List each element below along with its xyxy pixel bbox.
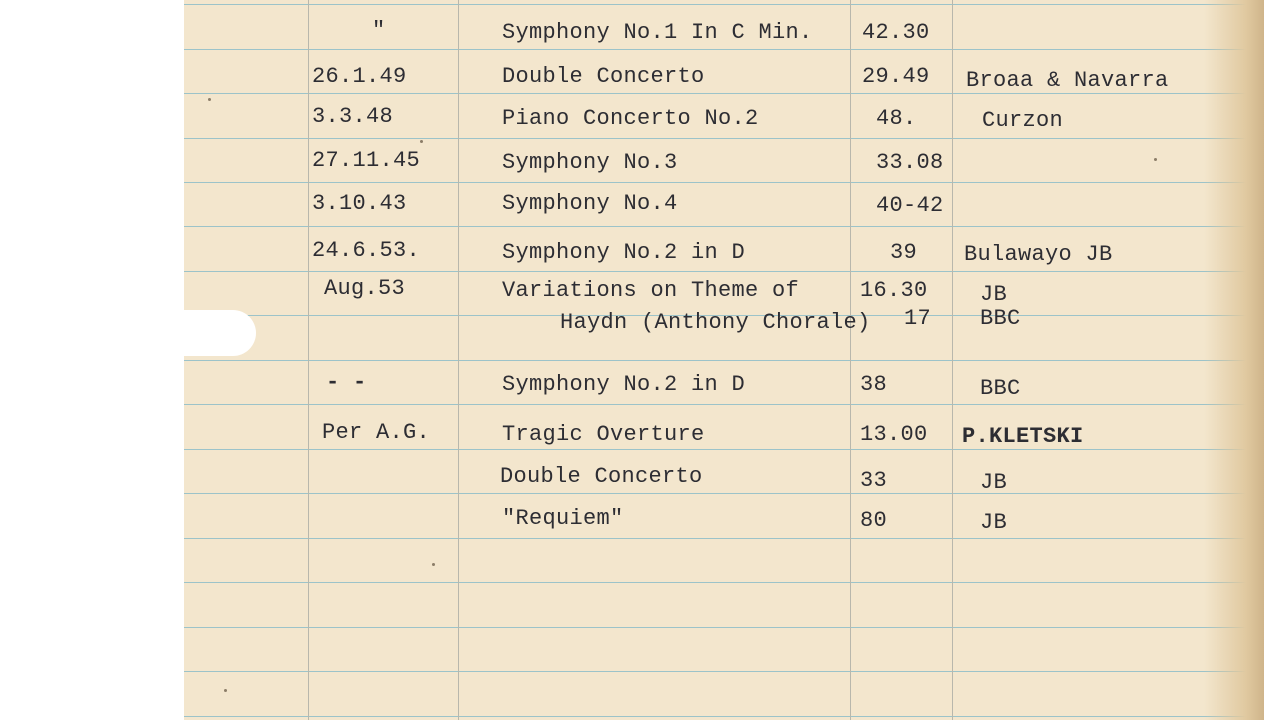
entry-title: Piano Concerto No.2 xyxy=(502,106,759,131)
entry-date: 24.6.53. xyxy=(312,238,421,263)
card-shadow-edge xyxy=(1204,0,1264,720)
entry-duration: 38 xyxy=(860,372,888,397)
entry-title-continued: Haydn (Anthony Chorale) xyxy=(560,310,871,335)
rule-line xyxy=(184,538,1264,539)
entry-title: Variations on Theme of xyxy=(502,278,800,303)
paper-speck xyxy=(420,140,423,143)
entry-date: Per A.G. xyxy=(322,420,431,445)
entry-performer: BBC xyxy=(980,376,1021,401)
rule-line xyxy=(184,493,1264,494)
rule-line xyxy=(184,360,1264,361)
entry-performer: JB xyxy=(980,470,1008,495)
entry-duration: 33 xyxy=(860,468,888,493)
entry-performer: Bulawayo JB xyxy=(964,242,1113,267)
entry-date: Aug.53 xyxy=(324,276,406,301)
entry-duration: 48. xyxy=(876,106,917,131)
entry-duration: 13.00 xyxy=(860,422,928,447)
entry-date: 3.10.43 xyxy=(312,191,407,216)
entry-title: "Requiem" xyxy=(502,506,624,531)
entry-duration: 39 xyxy=(890,240,918,265)
column-divider xyxy=(850,0,851,720)
rule-line xyxy=(184,138,1264,139)
catalogue-card xyxy=(184,0,1264,720)
rule-line xyxy=(184,404,1264,405)
entry-title: Double Concerto xyxy=(500,464,703,489)
paper-speck xyxy=(1154,158,1157,161)
paper-speck xyxy=(432,563,435,566)
entry-date: " xyxy=(372,18,386,43)
column-divider xyxy=(308,0,309,720)
rule-line xyxy=(184,716,1264,717)
entry-performer: Broaa & Navarra xyxy=(966,68,1169,93)
entry-title: Symphony No.3 xyxy=(502,150,678,175)
entry-title: Double Concerto xyxy=(502,64,705,89)
paper-speck xyxy=(224,689,227,692)
column-divider xyxy=(458,0,459,720)
entry-duration: 29.49 xyxy=(862,64,930,89)
entry-date: 26.1.49 xyxy=(312,64,407,89)
rule-line xyxy=(184,49,1264,50)
paper-speck xyxy=(208,98,211,101)
punch-hole xyxy=(184,310,256,356)
entry-title: Symphony No.1 In C Min. xyxy=(502,20,813,45)
entry-date: - - xyxy=(326,370,367,395)
rule-line xyxy=(184,4,1264,5)
rule-line xyxy=(184,671,1264,672)
entry-duration: 17 xyxy=(904,306,932,331)
entry-title: Symphony No.2 in D xyxy=(502,240,746,265)
rule-line xyxy=(184,582,1264,583)
rule-line xyxy=(184,449,1264,450)
rule-line xyxy=(184,182,1264,183)
entry-duration: 16.30 xyxy=(860,278,928,303)
entry-duration: 42.30 xyxy=(862,20,930,45)
column-divider xyxy=(952,0,953,720)
entry-duration: 80 xyxy=(860,508,888,533)
entry-date: 3.3.48 xyxy=(312,104,394,129)
entry-performer: P.KLETSKI xyxy=(962,424,1084,449)
entry-performer: Curzon xyxy=(982,108,1064,133)
rule-line xyxy=(184,627,1264,628)
entry-performer: JB xyxy=(980,282,1008,307)
rule-line xyxy=(184,226,1264,227)
entry-duration: 40-42 xyxy=(876,193,944,218)
entry-date: 27.11.45 xyxy=(312,148,421,173)
entry-performer: JB xyxy=(980,510,1008,535)
rule-line xyxy=(184,271,1264,272)
entry-performer: BBC xyxy=(980,306,1021,331)
entry-duration: 33.08 xyxy=(876,150,944,175)
entry-title: Symphony No.2 in D xyxy=(502,372,746,397)
entry-title: Tragic Overture xyxy=(502,422,705,447)
entry-title: Symphony No.4 xyxy=(502,191,678,216)
